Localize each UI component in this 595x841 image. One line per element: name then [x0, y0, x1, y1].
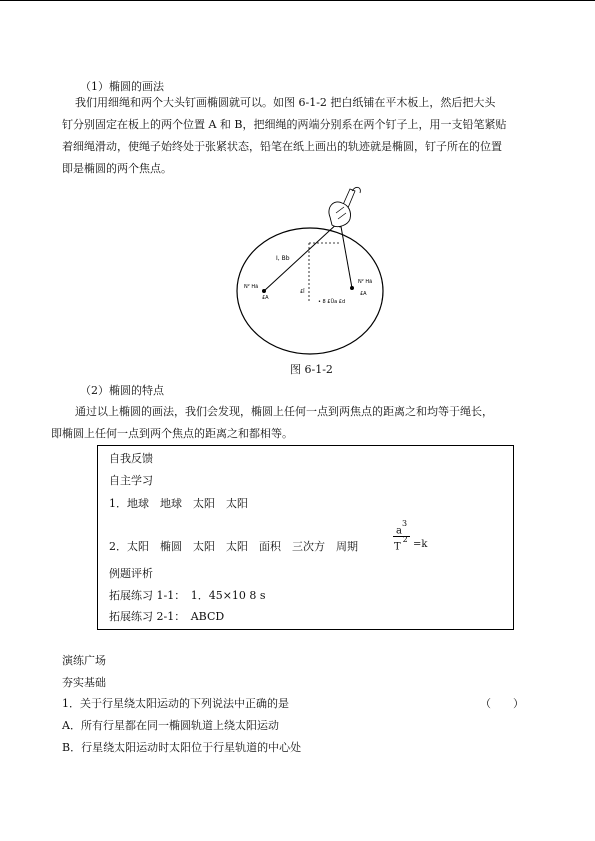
box-subtitle: 自主学习 — [109, 474, 153, 487]
practice-subtitle: 夯实基础 — [62, 676, 106, 689]
answer-bracket: （ ） — [480, 697, 524, 710]
extension-2: 拓展练习 2-1： ABCD — [109, 610, 225, 623]
focus-left-pin — [262, 289, 266, 293]
formula-rhs: =k — [413, 539, 428, 550]
paragraph-line: 通过以上椭圆的画法，我们会发现，椭圆上任何一点到两焦点的距离之和均等于绳长， — [75, 405, 493, 418]
kepler-formula — [393, 519, 433, 555]
label-note: • 8 £Üа £d — [318, 299, 346, 305]
formula-denominator: $T^2$ — [394, 535, 408, 553]
string-right — [340, 221, 352, 288]
focus-right-pin — [350, 286, 354, 290]
label-right-focus: £A — [360, 291, 367, 297]
section-heading-features: （2）椭圆的特点 — [80, 384, 164, 397]
example-title: 例题评析 — [109, 567, 153, 580]
label-left-focus: £A — [262, 295, 269, 301]
answer-item-1: 1．地球 地球 太阳 太阳 — [109, 497, 248, 510]
paragraph-line: 即椭圆上任何一点到两个焦点的距离之和都相等。 — [51, 427, 293, 440]
label-center: £Î — [300, 289, 305, 295]
ellipse-figure — [234, 185, 386, 359]
answer-item-2: 2．太阳 椭圆 太阳 太阳 面积 三次方 周期 — [109, 540, 358, 553]
question-1: 1．关于行星绕太阳运动的下列说法中正确的是 — [62, 697, 289, 710]
section-paragraph-drawing — [62, 92, 544, 180]
section-heading-drawing: （1）椭圆的画法 — [80, 80, 164, 93]
paragraph-line: 我们用细绳和两个大头钉画椭圆就可以。如图 6-1-2 把白纸铺在平木板上，然后把大头 — [75, 96, 496, 109]
label-rope: I, Bb — [276, 255, 290, 262]
label-right-pin: N² Hã — [358, 279, 373, 285]
formula-numerator: $a^3$ — [396, 519, 408, 537]
practice-title: 演练广场 — [62, 654, 106, 667]
extension-1: 拓展练习 1-1： 1．45×10 8 s — [109, 589, 266, 602]
top-rule — [0, 0, 595, 1]
paragraph-line: 着细绳滑动，使绳子始终处于张紧状态，铅笔在纸上画出的轨迹就是椭圆，钉子所在的位置 — [62, 140, 502, 153]
hand-pencil-icon — [329, 187, 360, 227]
box-title: 自我反馈 — [109, 452, 153, 465]
paragraph-line: 即是椭圆的两个焦点。 — [62, 162, 172, 175]
paragraph-line: 钉分别固定在板上的两个位置 A 和 B，把细绳的两端分别系在两个钉子上，用一支铅笔紧贴 — [62, 118, 507, 131]
section-paragraph-features — [51, 401, 544, 445]
option-a: A．所有行星都在同一椭圆轨道上绕太阳运动 — [62, 719, 279, 732]
figure-caption: 图 6-1-2 — [290, 363, 333, 376]
option-b: B．行星绕太阳运动时太阳位于行星轨道的中心处 — [62, 741, 302, 754]
label-left-pin: N² Hã — [244, 284, 259, 290]
ellipse-diagram — [234, 185, 386, 359]
